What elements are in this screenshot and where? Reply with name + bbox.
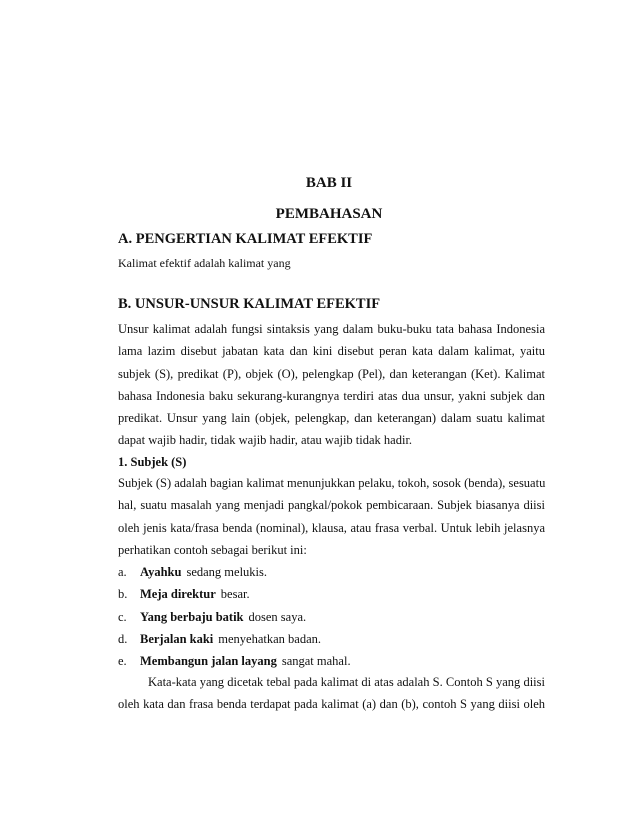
example-subject: Yang berbaju batik: [140, 609, 244, 624]
list-marker: b.: [118, 587, 128, 602]
subsection-1-heading: 1. Subjek (S): [118, 455, 187, 469]
paragraph-line: dapat wajib hadir, tidak wajib hadir, atau wajib tidak hadir.: [118, 433, 413, 448]
paragraph-line: bahasa Indonesia baku sekurang-kurangnya terdiri atas dua unsur, yakni subjek dan: [118, 388, 545, 403]
list-item: [118, 561, 545, 583]
paragraph-line: perhatikan contoh sebagai berikut ini:: [118, 542, 307, 557]
section-a-text: [118, 252, 545, 274]
paragraph-line: Kalimat efektif adalah kalimat yang: [118, 256, 291, 270]
paragraph-line: oleh jenis kata/frasa benda (nominal), klausa, atau frasa verbal. Untuk lebih jelasnya: [118, 520, 545, 535]
example-rest: sangat mahal.: [281, 654, 351, 669]
example-rest: sedang melukis.: [186, 565, 268, 579]
paragraph-line: predikat. Unsur yang lain (objek, pelengkap, dan keterangan) dalam suatu kalimat: [118, 411, 545, 426]
chapter-number: BAB II: [305, 175, 353, 191]
closing-paragraph: [118, 671, 545, 716]
list-marker: c.: [118, 609, 127, 624]
paragraph-line: Kata-kata yang dicetak tebal pada kalimat di atas adalah S. Contoh S yang diisi: [148, 675, 545, 689]
list-item: [118, 650, 545, 672]
example-rest: besar.: [220, 587, 250, 602]
paragraph-line: subjek (S), predikat (P), objek (O), pelengkap (Pel), dan keterangan (Ket). Kalimat: [118, 366, 545, 381]
example-rest: menyehatkan badan.: [218, 631, 322, 646]
example-subject: Membangun jalan layang: [140, 654, 277, 669]
section-a-heading: A. PENGERTIAN KALIMAT EFEKTIF: [118, 231, 373, 247]
paragraph-line: lama lazim disebut jabatan kata dan kini disebut peran kata dalam kalimat, yaitu: [118, 344, 545, 359]
example-subject: Ayahku: [140, 565, 182, 579]
list-marker: a.: [118, 565, 127, 579]
list-marker: e.: [118, 654, 127, 669]
section-b-paragraph: [118, 318, 545, 452]
paragraph-line: Unsur kalimat adalah fungsi sintaksis yang dalam buku-buku tata bahasa Indonesia: [118, 322, 545, 336]
example-subject: Berjalan kaki: [140, 631, 214, 646]
subsection-1-paragraph: [118, 472, 545, 561]
paragraph-line: hal, suatu masalah yang menjadi pangkal/pokok pembicaraan. Subjek biasanya diisi: [118, 498, 545, 513]
list-item: [118, 606, 545, 628]
example-list: [118, 561, 545, 672]
example-subject: Meja direktur: [140, 587, 216, 602]
paragraph-line: oleh kata dan frasa benda terdapat pada kalimat (a) dan (b), contoh S yang diisi oleh: [118, 697, 545, 712]
list-item: [118, 583, 545, 605]
chapter-title: PEMBAHASAN: [275, 206, 383, 222]
paragraph-line: Subjek (S) adalah bagian kalimat menunjukkan pelaku, tokoh, sosok (benda), sesuatu: [118, 476, 546, 490]
section-b-heading: B. UNSUR-UNSUR KALIMAT EFEKTIF: [118, 296, 381, 312]
list-item: [118, 628, 545, 650]
example-rest: dosen saya.: [248, 609, 307, 624]
list-marker: d.: [118, 631, 128, 646]
